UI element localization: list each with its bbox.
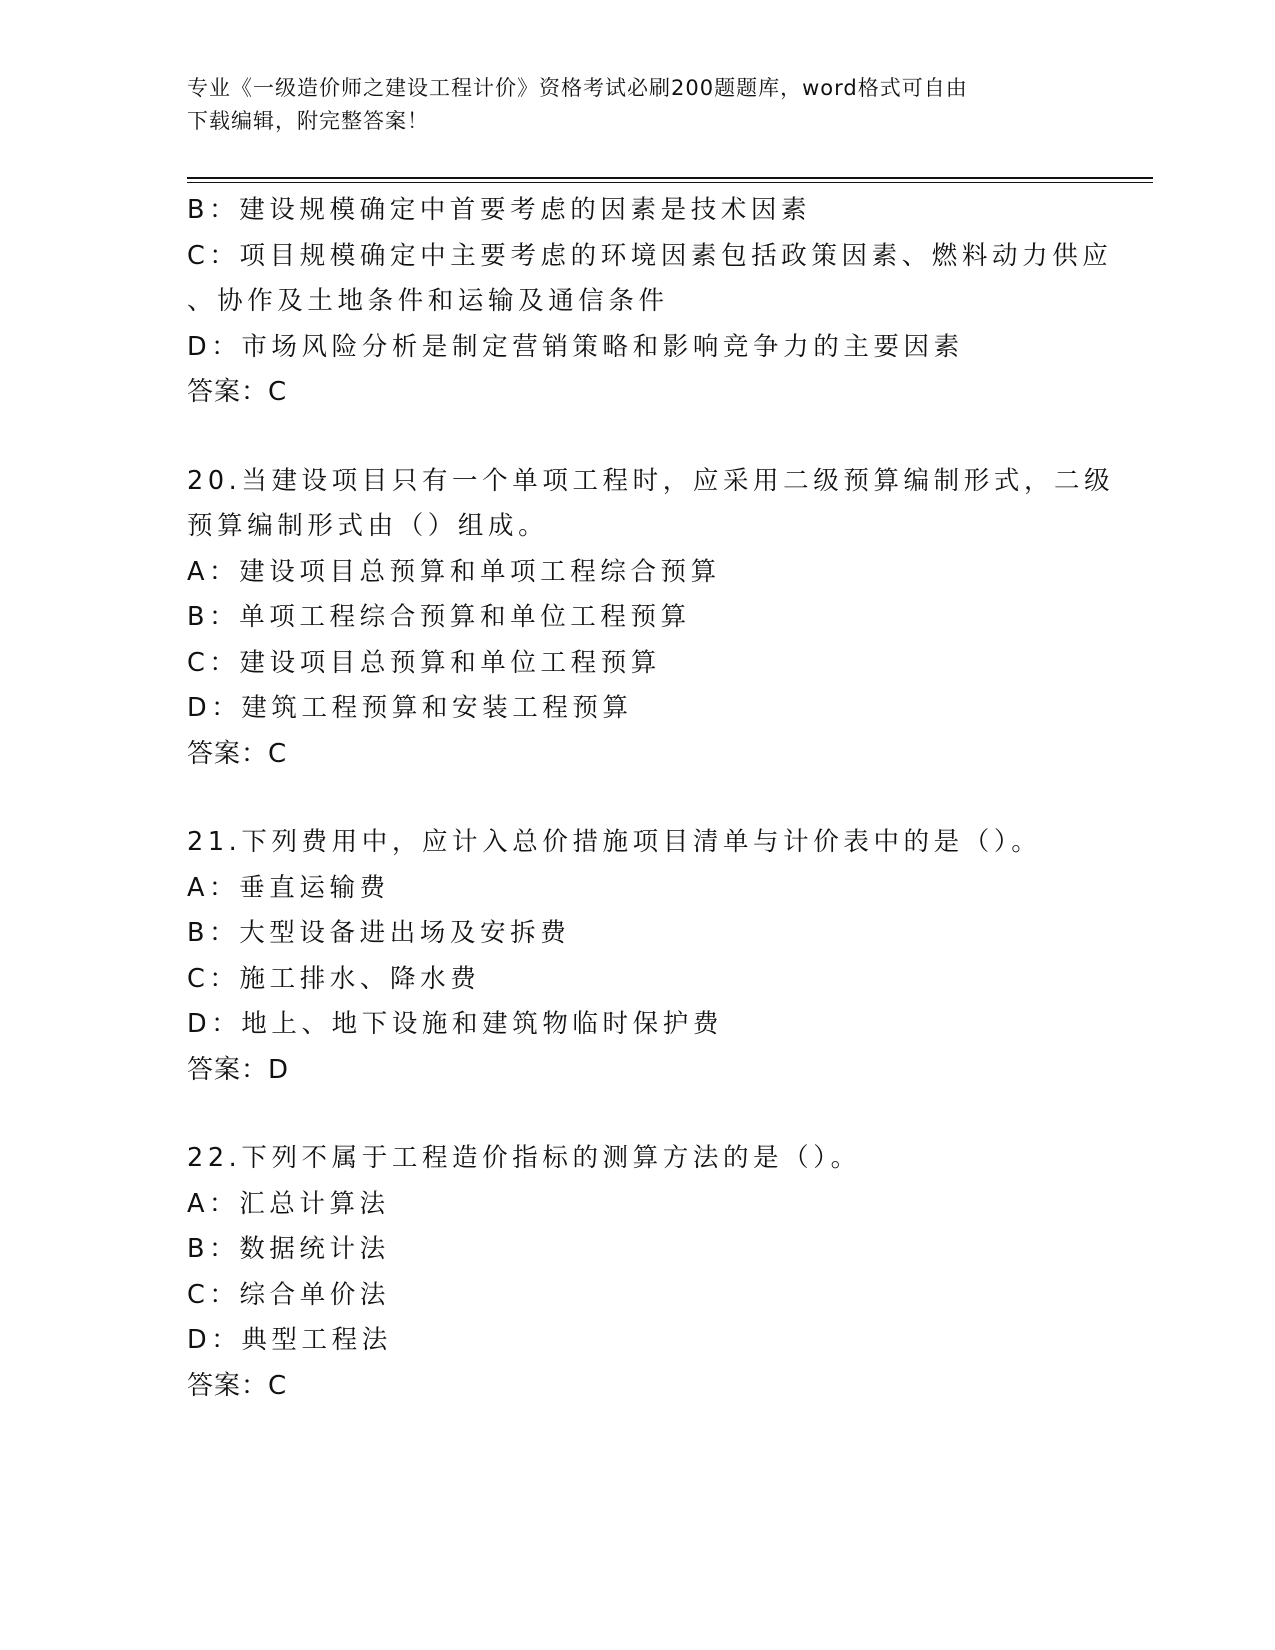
q19-option-c-line-1: C：项目规模确定中主要考虑的环境因素包括政策因素、燃料动力供应 — [187, 240, 1113, 271]
q22-option-b: B：数据统计法 — [187, 1234, 390, 1264]
q20-option-a: A：建设项目总预算和单项工程综合预算 — [187, 556, 721, 587]
spacer — [187, 1093, 1117, 1136]
q20-option-d: D：建筑工程预算和安装工程预算 — [187, 693, 633, 723]
q22-option-a: A：汇总计算法 — [187, 1188, 390, 1219]
q19-option-d: D：市场风险分析是制定营销策略和影响竞争力的主要因素 — [187, 331, 964, 362]
q19-answer: 答案：C — [187, 377, 288, 407]
q21-option-d: D：地上、地下设施和建筑物临时保护费 — [187, 1009, 723, 1039]
q20-answer: 答案：C — [187, 738, 288, 769]
q21-answer: 答案：D — [187, 1054, 290, 1085]
q21-option-a: A：垂直运输费 — [187, 872, 390, 903]
header-rule-thin — [187, 182, 1153, 183]
spacer — [187, 777, 1117, 820]
document-header — [187, 72, 1087, 138]
question-21 — [187, 820, 1117, 1093]
header-line-1: 专业《一级造价师之建设工程计价》资格考试必刷200题题库，word格式可自由 — [187, 76, 968, 100]
q22-answer: 答案：C — [187, 1370, 288, 1401]
question-19 — [187, 188, 1117, 416]
q22-option-c: C：综合单价法 — [187, 1279, 391, 1310]
q20-option-c: C：建设项目总预算和单位工程预算 — [187, 647, 661, 678]
question-22 — [187, 1136, 1117, 1409]
spacer — [187, 416, 1117, 459]
q22-stem: 22.下列不属于工程造价指标的测算方法的是（）。 — [187, 1143, 861, 1173]
q22-option-d: D：典型工程法 — [187, 1325, 392, 1355]
q21-option-c: C：施工排水、降水费 — [187, 963, 481, 994]
header-line-2: 下载编辑，附完整答案！ — [187, 109, 429, 133]
q21-stem: 21.下列费用中，应计入总价措施项目清单与计价表中的是（）。 — [187, 827, 1042, 857]
header-rule-thick — [187, 177, 1153, 179]
q19-option-b: B：建设规模确定中首要考虑的因素是技术因素 — [187, 195, 812, 225]
q21-option-b: B：大型设备进出场及安拆费 — [187, 918, 571, 948]
q20-stem-line-2: 预算编制形式由（）组成。 — [187, 511, 549, 541]
q20-stem-line-1: 20.当建设项目只有一个单项工程时，应采用二级预算编制形式，二级 — [187, 465, 1115, 496]
question-20 — [187, 459, 1117, 778]
q20-option-b: B：单项工程综合预算和单位工程预算 — [187, 602, 691, 632]
question-list — [187, 188, 1117, 1409]
q19-option-c-line-2: 、协作及土地条件和运输及通信条件 — [187, 286, 669, 316]
